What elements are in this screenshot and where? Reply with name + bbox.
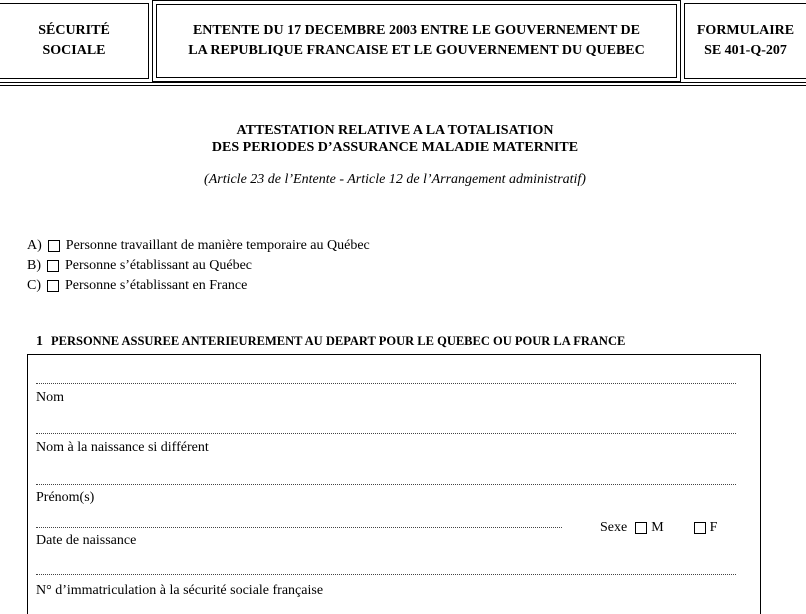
form-title-line-1: ATTESTATION RELATIVE A LA TOTALISATION (236, 123, 554, 138)
date-naissance-label: Date de naissance (36, 533, 137, 548)
form-title (0, 122, 790, 156)
sexe-label: Sexe (600, 520, 628, 535)
option-a-label: Personne travaillant de manière temporaire au Québec (65, 238, 370, 253)
header-middle-text (156, 4, 677, 78)
header-left-box (0, 0, 152, 82)
nom-naissance-input-line[interactable] (36, 433, 736, 434)
sexe-field (600, 520, 717, 536)
option-c-letter: C) (27, 278, 41, 293)
option-b-checkbox[interactable] (47, 260, 59, 272)
nom-naissance-label: Nom à la naissance si différent (36, 440, 209, 455)
date-naissance-input-line[interactable] (36, 527, 562, 528)
section-1-title: PERSONNE ASSUREE ANTERIEUREMENT AU DEPART POUR LE QUEBEC OU POUR LA FRANCE (51, 334, 626, 348)
header-middle-line-2: LA REPUBLIQUE FRANCAISE ET LE GOUVERNEMENT DU QUEBEC (188, 43, 645, 58)
header-left-line-1: SÉCURITÉ (38, 23, 110, 38)
prenom-input-line[interactable] (36, 484, 736, 485)
form-subtitle: (Article 23 de l’Entente - Article 12 de l’Arrangement administratif) (204, 172, 586, 187)
header-middle-box (152, 0, 681, 82)
section-1-heading (36, 334, 625, 350)
header-rule-bottom (0, 85, 806, 86)
option-c-checkbox[interactable] (47, 280, 59, 292)
sexe-m-label: M (651, 520, 664, 535)
option-b-label: Personne s’établissant au Québec (65, 258, 252, 273)
sexe-m-checkbox[interactable] (635, 522, 647, 534)
option-a-letter: A) (27, 238, 42, 253)
option-a (27, 238, 370, 254)
header-rule-top (0, 82, 806, 83)
header-right-text (684, 3, 806, 79)
header-right-line-1: FORMULAIRE (696, 23, 795, 38)
section-1-number: 1 (36, 334, 43, 349)
option-b (27, 258, 252, 274)
nom-input-line[interactable] (36, 383, 736, 384)
header-right-line-2: SE 401-Q-207 (704, 43, 787, 58)
option-c (27, 278, 247, 294)
nom-label: Nom (36, 390, 64, 405)
immatriculation-input-line[interactable] (36, 574, 736, 575)
immatriculation-label: N° d’immatriculation à la sécurité sociale française (36, 583, 324, 598)
option-b-letter: B) (27, 258, 41, 273)
sexe-f-label: F (709, 520, 718, 535)
sexe-f-checkbox[interactable] (694, 522, 706, 534)
header-middle-line-1: ENTENTE DU 17 DECEMBRE 2003 ENTRE LE GOUVERNEMENT DE (192, 23, 640, 38)
option-c-label: Personne s’établissant en France (65, 278, 248, 293)
option-a-checkbox[interactable] (48, 240, 60, 252)
form-title-line-2: DES PERIODES D’ASSURANCE MALADIE MATERNITE (211, 140, 579, 155)
header-left-line-2: SOCIALE (42, 43, 106, 58)
header-right-box (681, 0, 806, 82)
prenom-label: Prénom(s) (36, 490, 95, 505)
header-left-text (0, 3, 149, 79)
